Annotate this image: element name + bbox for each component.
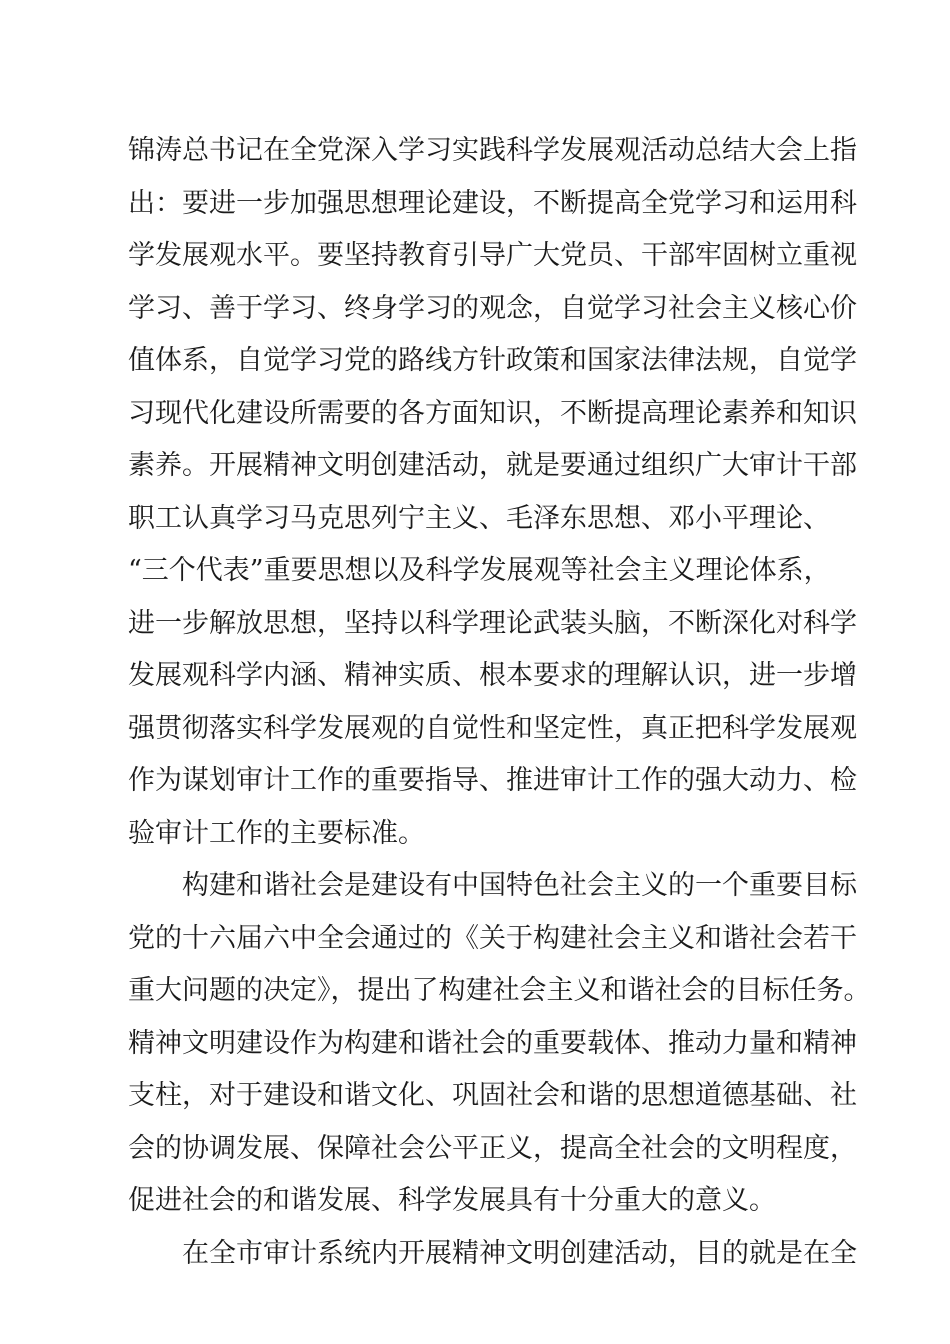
- text-line-22: 在全市审计系统内开展精神文明创建活动，目的就是在全: [182, 1238, 857, 1269]
- text-line-11: 发展观科学内涵、精神实质、根本要求的理解认识，进一步增: [128, 660, 857, 691]
- text-line-3: 学发展观水平。要坚持教育引导广大党员、干部牢固树立重视: [128, 240, 857, 271]
- text-line-4: 学习、善于学习、终身学习的观念，自觉学习社会主义核心价: [128, 293, 857, 324]
- text-line-13: 作为谋划审计工作的重要指导、推进审计工作的强大动力、检: [128, 765, 857, 796]
- text-line-15: 构建和谐社会是建设有中国特色社会主义的一个重要目标: [182, 870, 857, 901]
- text-line-21: 促进社会的和谐发展、科学发展具有十分重大的意义。: [128, 1185, 776, 1216]
- text-line-12: 强贯彻落实科学发展观的自觉性和坚定性，真正把科学发展观: [128, 713, 857, 744]
- text-line-19: 支柱，对于建设和谐文化、巩固社会和谐的思想道德基础、社: [128, 1080, 857, 1111]
- text-line-17: 重大问题的决定》，提出了构建社会主义和谐社会的目标任务。: [128, 975, 871, 1006]
- text-line-2: 出：要进一步加强思想理论建设，不断提高全党学习和运用科: [128, 188, 857, 219]
- text-line-10: 进一步解放思想，坚持以科学理论武装头脑，不断深化对科学: [128, 608, 857, 639]
- text-line-9: “三个代表”重要思想以及科学发展观等社会主义理论体系，: [128, 555, 831, 586]
- text-line-8: 职工认真学习马克思列宁主义、毛泽东思想、邓小平理论、: [128, 503, 830, 534]
- text-line-7: 素养。开展精神文明创建活动，就是要通过组织广大审计干部: [128, 450, 857, 481]
- text-line-1: 锦涛总书记在全党深入学习实践科学发展观活动总结大会上指: [128, 135, 857, 166]
- text-line-20: 会的协调发展、保障社会公平正义，提高全社会的文明程度，: [128, 1133, 857, 1164]
- text-line-18: 精神文明建设作为构建和谐社会的重要载体、推动力量和精神: [128, 1028, 857, 1059]
- text-line-5: 值体系，自觉学习党的路线方针政策和国家法律法规，自觉学: [128, 345, 857, 376]
- text-line-6: 习现代化建设所需要的各方面知识，不断提高理论素养和知识: [128, 398, 857, 429]
- text-line-16: 党的十六届六中全会通过的《关于构建社会主义和谐社会若干: [128, 923, 857, 954]
- text-line-14: 验审计工作的主要标准。: [128, 818, 425, 849]
